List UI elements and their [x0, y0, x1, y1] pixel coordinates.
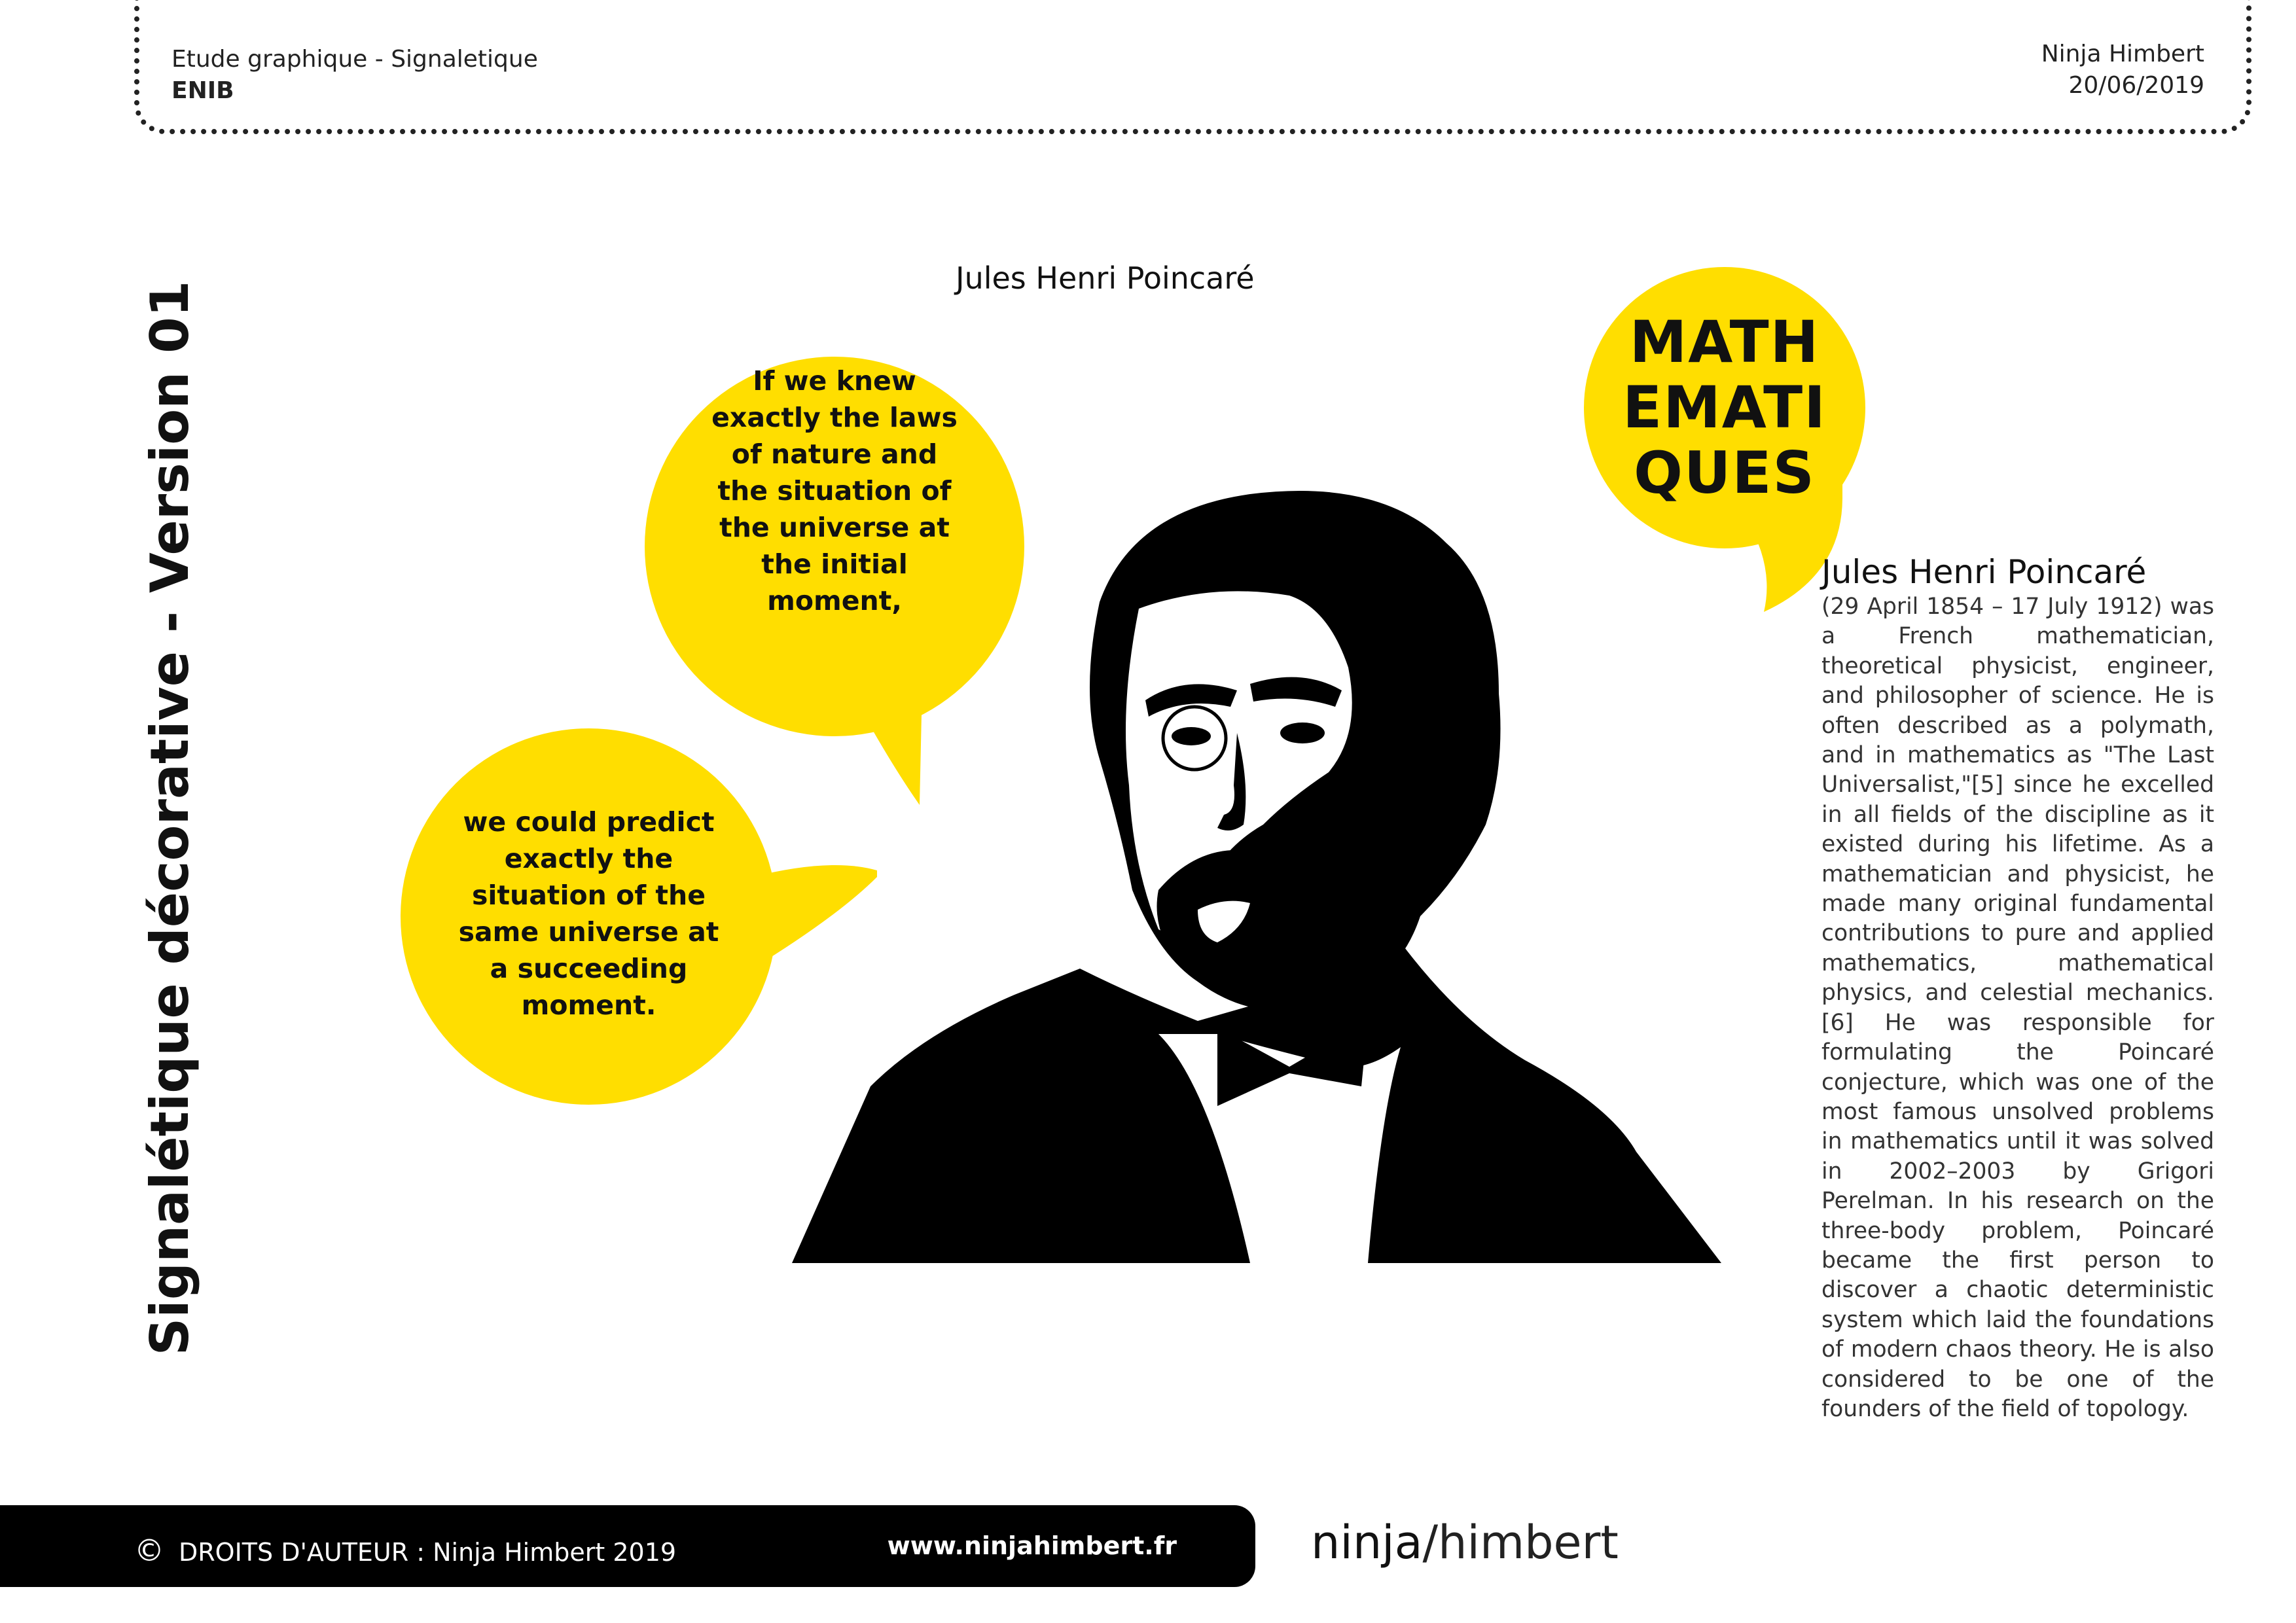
footer-copyright-line	[134, 1533, 676, 1568]
header-school: ENIB	[171, 77, 234, 104]
theme-line-1: MATH	[1629, 308, 1820, 376]
quote-bubble-2	[401, 728, 777, 1105]
brand-slash: /	[1422, 1516, 1439, 1569]
header-author: Ninja Himbert	[2041, 41, 2204, 67]
footer-copyright: DROITS D'AUTEUR : Ninja Himbert 2019	[179, 1538, 677, 1567]
bio-text: (29 April 1854 – 17 July 1912) was a French mathematician, theoretical physicist, engineer, and philosopher of science. He is often described as a polymath, and in mathematics as "The Last Universalist,"[5] since he excelled in all fields of the discipline as it existed during his lifetime. As a mathematician and physicist, he made many original fundamental contributions to pure and applied mathematics, mathematical physics, and celestial mechanics.[6] He was responsible for formulating the Poincaré conjecture, which was one of the most famous unsolved problems in mathematics until it was solved in 2002–2003 by Grigori Perelman. In his research on the three-body problem, Poincaré became the first person to discover a chaotic deterministic system which laid the foundations of modern chaos theory. He is also considered to be one of the founders of the field of topology.	[1821, 594, 2214, 1422]
footer-bar	[0, 1505, 1255, 1587]
poincare-portrait-illustration	[792, 458, 1721, 1263]
copyright-icon: ©	[134, 1533, 164, 1568]
theme-line-2: EMATI	[1623, 374, 1827, 441]
bio-name: Jules Henri Poincaré	[1821, 553, 2147, 591]
brand-himbert: himbert	[1438, 1516, 1619, 1569]
brand-ninja: ninja	[1311, 1516, 1423, 1569]
header-course: Etude graphique - Signaletique	[171, 46, 538, 73]
quote-part-2: we could predict exactly the situation of the same universe at a succeeding moment.	[458, 806, 719, 1021]
brand-logo	[1311, 1516, 1619, 1569]
header-date: 20/06/2019	[2068, 72, 2204, 99]
vertical-title: Signalétique décorative - Version 01	[139, 280, 200, 1356]
footer-url-link[interactable]: www.ninjahimbert.fr	[887, 1531, 1177, 1560]
portrait-name: Jules Henri Poincaré	[956, 260, 1255, 296]
theme-line-3: QUES	[1634, 439, 1816, 507]
quote-part-1: If we knew exactly the laws of nature and the situation of the universe at the initial moment,	[711, 365, 958, 616]
